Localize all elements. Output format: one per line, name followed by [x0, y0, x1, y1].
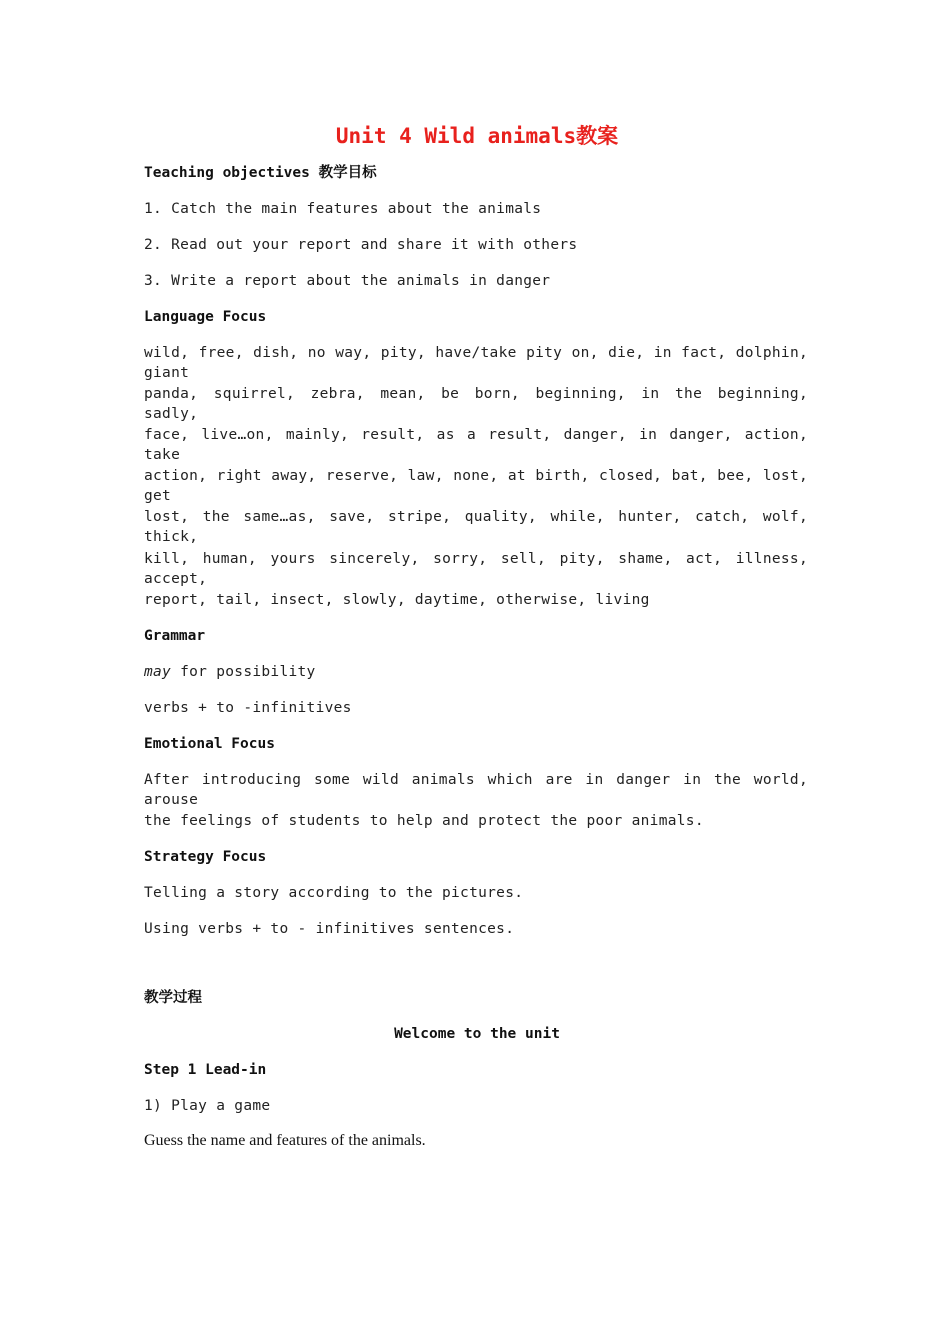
vocabulary-line: kill, human, yours sincerely, sorry, sell, pity, shame, act, illness, accept,	[144, 551, 808, 587]
emotional-focus-text: After introducing some wild animals which are in danger in the world, arouse	[144, 772, 808, 808]
grammar-item-text: for possibility	[171, 664, 316, 680]
emotional-focus-text: the feelings of students to help and protect the poor animals.	[144, 813, 704, 829]
document-title: Unit 4 Wild animals教案	[335, 124, 619, 148]
process-heading: 教学过程	[144, 990, 202, 1006]
vocabulary-line: face, live…on, mainly, result, as a result, danger, in danger, action, take	[144, 427, 808, 463]
grammar-item	[144, 662, 316, 682]
strategy-focus-text: Using verbs + to - infinitives sentences.	[144, 921, 515, 937]
objective-item: 2. Read out your report and share it with others	[144, 237, 578, 253]
language-focus-heading: Language Focus	[144, 309, 267, 325]
strategy-focus-heading: Strategy Focus	[144, 849, 267, 865]
emotional-focus-heading: Emotional Focus	[144, 736, 275, 752]
objective-item: 3. Write a report about the animals in danger	[144, 273, 551, 289]
section-title: Welcome to the unit	[394, 1026, 560, 1042]
step-sub-item: 1) Play a game	[144, 1098, 271, 1114]
grammar-item: verbs + to -infinitives	[144, 700, 352, 716]
grammar-heading: Grammar	[144, 628, 206, 644]
step-heading: Step 1 Lead-in	[144, 1062, 267, 1078]
grammar-keyword: may	[144, 664, 172, 680]
vocabulary-line: panda, squirrel, zebra, mean, be born, beginning, in the beginning, sadly,	[144, 386, 808, 422]
step-description: Guess the name and features of the animals.	[144, 1132, 426, 1149]
vocabulary-line: action, right away, reserve, law, none, at birth, closed, bat, bee, lost, get	[144, 468, 808, 504]
objectives-heading: Teaching objectives 教学目标	[144, 165, 377, 181]
strategy-focus-text: Telling a story according to the pictures.	[144, 885, 524, 901]
vocabulary-line: wild, free, dish, no way, pity, have/take pity on, die, in fact, dolphin, giant	[144, 345, 808, 381]
objective-item: 1. Catch the main features about the animals	[144, 201, 542, 217]
vocabulary-line: report, tail, insect, slowly, daytime, otherwise, living	[144, 592, 650, 608]
vocabulary-line: lost, the same…as, save, stripe, quality, while, hunter, catch, wolf, thick,	[144, 509, 808, 545]
